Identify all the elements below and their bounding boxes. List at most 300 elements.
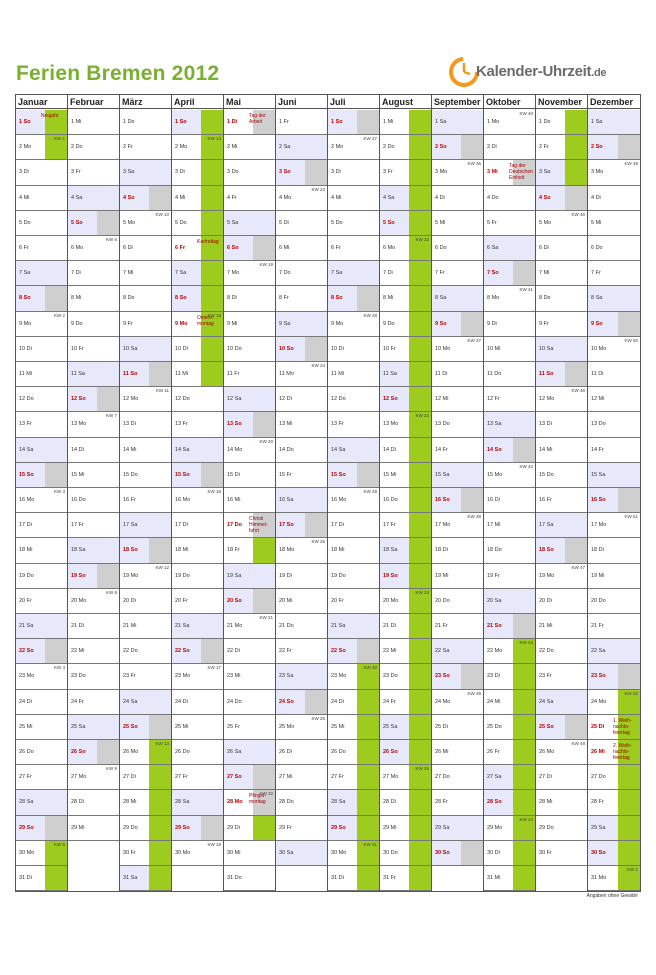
day-cell bbox=[588, 412, 640, 437]
day-cell bbox=[588, 312, 640, 337]
day-label: 21 So bbox=[487, 623, 502, 629]
day-label: 9 Mo bbox=[331, 320, 344, 327]
day-cell bbox=[224, 286, 275, 311]
day-label: 25 Sa bbox=[383, 723, 398, 730]
day-cell bbox=[172, 286, 223, 311]
day-label: 28 Sa bbox=[331, 799, 346, 806]
day-label: 19 Do bbox=[175, 572, 190, 579]
day-label: 29 Mo bbox=[487, 824, 503, 831]
day-cell bbox=[432, 286, 483, 311]
week-number: KW 46 bbox=[571, 388, 585, 394]
day-label: 29 Do bbox=[123, 824, 138, 831]
day-label: 13 Di bbox=[123, 421, 136, 428]
day-cell bbox=[328, 538, 379, 563]
week-number: KW 32 bbox=[415, 237, 429, 242]
vacation-marker bbox=[513, 866, 535, 890]
day-label: 18 So bbox=[539, 547, 554, 554]
day-cell bbox=[16, 186, 67, 211]
day-label: 30 Mo bbox=[331, 849, 347, 856]
day-cell bbox=[120, 387, 171, 412]
day-cell bbox=[172, 211, 223, 236]
day-label: 5 Do bbox=[19, 219, 31, 226]
day-cell bbox=[536, 412, 587, 437]
day-cell bbox=[120, 866, 171, 891]
day-label: 8 Mi bbox=[383, 295, 394, 302]
day-label: 21 Fr bbox=[591, 623, 604, 629]
day-cell bbox=[380, 790, 431, 815]
day-label: 21 Fr bbox=[435, 623, 448, 629]
day-label: 5 Di bbox=[279, 219, 289, 226]
day-cell bbox=[432, 110, 483, 135]
day-label: 17 Mo bbox=[591, 522, 607, 529]
day-label: 1 Do bbox=[539, 119, 551, 125]
day-cell bbox=[172, 261, 223, 286]
calendar-grid bbox=[15, 94, 641, 892]
day-cell bbox=[172, 362, 223, 387]
day-cell bbox=[588, 564, 640, 589]
day-label: 28 Fr bbox=[435, 799, 448, 806]
day-label: 3 Fr bbox=[383, 169, 393, 176]
day-label: 10 So bbox=[279, 345, 294, 352]
day-label: 25 Di bbox=[591, 723, 605, 730]
day-label: 20 Fr bbox=[331, 597, 344, 604]
day-label: 15 Mo bbox=[487, 471, 503, 478]
day-label: 24 Di bbox=[175, 698, 188, 705]
day-cell bbox=[484, 236, 535, 261]
day-label: 7 Sa bbox=[175, 270, 187, 277]
day-label: 16 Do bbox=[383, 497, 398, 503]
day-label: 15 Do bbox=[539, 471, 554, 478]
day-label: 6 Mo bbox=[383, 245, 396, 251]
vacation-marker bbox=[565, 135, 587, 159]
day-cell bbox=[16, 690, 67, 715]
day-label: 31 Mo bbox=[591, 875, 607, 881]
sunday-marker bbox=[357, 110, 379, 134]
week-number: KW 24 bbox=[311, 363, 325, 368]
day-label: 12 Di bbox=[279, 396, 292, 403]
day-cell bbox=[276, 589, 327, 614]
day-cell bbox=[224, 664, 275, 689]
day-label: 4 Di bbox=[591, 194, 601, 201]
day-label: 5 Do bbox=[331, 219, 343, 226]
sunday-marker bbox=[461, 312, 483, 336]
day-label: 17 Di bbox=[175, 522, 188, 529]
month-header: Februar bbox=[68, 95, 119, 109]
day-cell bbox=[276, 639, 327, 664]
week-number: KW 31 bbox=[363, 841, 377, 847]
day-cell bbox=[16, 866, 67, 891]
week-number: KW 15 bbox=[207, 312, 221, 318]
day-label: 25 Sa bbox=[71, 723, 86, 730]
day-label: 28 Do bbox=[279, 799, 294, 806]
week-number: KW 4 bbox=[53, 665, 65, 671]
day-label: 5 Fr bbox=[487, 219, 497, 226]
day-label: 12 Fr bbox=[487, 396, 500, 403]
sunday-marker bbox=[149, 715, 171, 739]
day-label: 14 So bbox=[487, 446, 502, 453]
day-label: 26 So bbox=[383, 749, 398, 755]
day-cell bbox=[16, 740, 67, 765]
day-cell bbox=[276, 211, 327, 236]
day-cell bbox=[484, 589, 535, 614]
month-column bbox=[276, 95, 328, 891]
day-label: 28 Di bbox=[383, 799, 396, 806]
day-cell bbox=[224, 261, 275, 286]
sunday-marker bbox=[513, 614, 535, 638]
day-cell bbox=[172, 160, 223, 185]
day-label: 12 Sa bbox=[227, 396, 242, 403]
vacation-marker bbox=[357, 790, 379, 814]
day-label: 7 Sa bbox=[331, 270, 343, 277]
month-column bbox=[328, 95, 380, 891]
day-label: 1 Mi bbox=[71, 119, 82, 125]
day-label: 29 Do bbox=[539, 824, 554, 831]
day-cell bbox=[224, 160, 275, 185]
week-number: KW 41 bbox=[519, 287, 533, 293]
day-cell bbox=[588, 614, 640, 639]
day-cell bbox=[484, 790, 535, 815]
day-cell bbox=[16, 790, 67, 815]
day-cell bbox=[172, 664, 223, 689]
day-label: 30 Do bbox=[383, 849, 398, 856]
day-cell bbox=[120, 337, 171, 362]
sunday-marker bbox=[253, 236, 275, 260]
day-label: 10 Di bbox=[331, 345, 344, 352]
vacation-marker bbox=[201, 160, 223, 184]
day-label: 23 So bbox=[435, 673, 450, 680]
week-number: KW 3 bbox=[53, 489, 65, 494]
day-label: 10 Di bbox=[19, 345, 32, 352]
day-cell bbox=[588, 740, 640, 765]
day-label: 13 Mo bbox=[383, 421, 399, 428]
day-cell bbox=[172, 135, 223, 160]
week-number: KW 52 bbox=[624, 690, 638, 696]
week-number: KW 33 bbox=[415, 413, 429, 419]
day-label: 9 So bbox=[591, 320, 603, 327]
vacation-marker bbox=[513, 690, 535, 714]
day-label: 22 Sa bbox=[591, 648, 606, 655]
day-cell bbox=[536, 387, 587, 412]
month-header: August bbox=[380, 95, 431, 109]
day-cell bbox=[224, 614, 275, 639]
day-label: 15 Do bbox=[123, 471, 138, 478]
day-label: 1 Do bbox=[123, 119, 135, 125]
day-label: 20 Di bbox=[123, 597, 136, 604]
day-cell bbox=[16, 639, 67, 664]
day-cell bbox=[536, 312, 587, 337]
day-label: 23 Sa bbox=[279, 673, 294, 680]
day-label: 25 Mi bbox=[19, 723, 33, 730]
vacation-marker bbox=[409, 715, 431, 739]
day-cell bbox=[224, 740, 275, 765]
day-label: 26 Mo bbox=[539, 749, 555, 755]
day-cell bbox=[432, 765, 483, 790]
day-cell bbox=[536, 337, 587, 362]
day-cell bbox=[120, 690, 171, 715]
day-cell bbox=[276, 337, 327, 362]
day-label: 5 So bbox=[71, 219, 83, 226]
vacation-marker bbox=[409, 816, 431, 840]
day-cell bbox=[16, 513, 67, 538]
day-cell bbox=[224, 538, 275, 563]
week-number: KW 5 bbox=[53, 841, 65, 847]
day-label: 4 Do bbox=[487, 194, 499, 201]
day-cell bbox=[588, 589, 640, 614]
day-cell bbox=[536, 438, 587, 463]
day-cell bbox=[328, 463, 379, 488]
day-cell bbox=[172, 312, 223, 337]
day-cell bbox=[380, 135, 431, 160]
day-label: 25 Di bbox=[435, 723, 448, 730]
day-cell bbox=[536, 765, 587, 790]
day-cell bbox=[16, 160, 67, 185]
vacation-marker bbox=[253, 816, 275, 840]
day-label: 20 Mi bbox=[279, 597, 293, 604]
day-cell bbox=[588, 841, 640, 866]
day-label: 3 Mi bbox=[487, 169, 498, 176]
day-cell bbox=[224, 715, 275, 740]
day-cell bbox=[588, 286, 640, 311]
day-label: 20 Di bbox=[539, 597, 552, 604]
day-cell bbox=[432, 816, 483, 841]
vacation-marker bbox=[513, 790, 535, 814]
day-cell bbox=[484, 186, 535, 211]
day-label: 18 Fr bbox=[227, 547, 240, 554]
sunday-marker bbox=[461, 135, 483, 159]
sunday-marker bbox=[513, 438, 535, 462]
day-label: 22 Do bbox=[539, 648, 554, 655]
vacation-marker bbox=[618, 765, 640, 789]
day-cell bbox=[120, 589, 171, 614]
day-label: 16 Mi bbox=[227, 497, 241, 503]
sunday-marker bbox=[618, 488, 640, 512]
day-label: 23 Fr bbox=[123, 673, 136, 680]
vacation-marker bbox=[201, 362, 223, 386]
day-label: 10 Do bbox=[227, 345, 242, 352]
vacation-marker bbox=[409, 463, 431, 487]
day-cell bbox=[68, 463, 119, 488]
day-label: 5 Mi bbox=[591, 219, 602, 226]
day-label: 2 Sa bbox=[279, 144, 291, 151]
day-cell bbox=[68, 387, 119, 412]
day-label: 18 Sa bbox=[71, 547, 86, 554]
week-number: KW 26 bbox=[311, 715, 325, 721]
day-label: 17 Mo bbox=[435, 522, 451, 529]
day-cell bbox=[536, 160, 587, 185]
day-label: 17 Fr bbox=[71, 522, 84, 529]
day-cell bbox=[172, 564, 223, 589]
day-label: 6 Sa bbox=[487, 245, 499, 251]
day-label: 4 Sa bbox=[71, 194, 83, 201]
day-cell bbox=[432, 740, 483, 765]
day-label: 11 Mi bbox=[331, 371, 345, 377]
day-label: 24 Mi bbox=[487, 698, 501, 705]
day-cell bbox=[224, 765, 275, 790]
day-cell bbox=[120, 538, 171, 563]
day-cell bbox=[484, 765, 535, 790]
day-label: 28 Sa bbox=[175, 799, 190, 806]
day-cell bbox=[380, 816, 431, 841]
day-label: 27 Mo bbox=[71, 774, 87, 781]
month-header: Mai bbox=[224, 95, 275, 109]
day-label: 13 Fr bbox=[175, 421, 188, 428]
day-label: 30 Mo bbox=[19, 849, 35, 856]
day-cell bbox=[276, 740, 327, 765]
day-cell bbox=[224, 387, 275, 412]
vacation-marker bbox=[513, 715, 535, 739]
day-cell bbox=[224, 816, 275, 841]
day-cell bbox=[172, 110, 223, 135]
day-label: 25 Fr bbox=[227, 723, 240, 730]
day-cell bbox=[172, 236, 223, 261]
day-label: 11 Mo bbox=[279, 371, 294, 377]
day-cell bbox=[224, 337, 275, 362]
day-label: 12 Mi bbox=[435, 396, 449, 403]
day-label: 31 Fr bbox=[383, 875, 396, 881]
day-cell bbox=[380, 513, 431, 538]
day-cell bbox=[380, 110, 431, 135]
day-label: 9 Di bbox=[487, 320, 497, 327]
vacation-marker bbox=[618, 841, 640, 865]
day-cell bbox=[484, 538, 535, 563]
day-label: 18 Mi bbox=[175, 547, 189, 554]
vacation-marker bbox=[409, 614, 431, 638]
day-cell bbox=[380, 211, 431, 236]
brand-logo[interactable] bbox=[476, 63, 606, 80]
day-label: 28 Mo bbox=[227, 799, 243, 806]
day-cell bbox=[120, 664, 171, 689]
day-cell bbox=[172, 463, 223, 488]
vacation-marker bbox=[409, 387, 431, 411]
day-label: 28 Fr bbox=[591, 799, 604, 806]
day-label: 3 Mo bbox=[435, 169, 448, 176]
day-label: 25 Do bbox=[487, 723, 502, 730]
day-cell bbox=[536, 261, 587, 286]
day-label: 15 So bbox=[175, 471, 190, 478]
vacation-marker bbox=[357, 715, 379, 739]
day-cell bbox=[120, 790, 171, 815]
day-cell bbox=[484, 740, 535, 765]
day-label: 26 Mi bbox=[591, 749, 605, 755]
day-label: 5 Sa bbox=[227, 219, 239, 226]
day-label: 17 Di bbox=[331, 522, 344, 529]
vacation-marker bbox=[409, 362, 431, 386]
day-cell bbox=[120, 312, 171, 337]
day-label: 14 Mo bbox=[227, 446, 243, 453]
month-column bbox=[588, 95, 640, 891]
vacation-marker bbox=[409, 690, 431, 714]
day-label: 3 Di bbox=[331, 169, 341, 176]
day-label: 22 Fr bbox=[279, 648, 292, 655]
vacation-marker bbox=[149, 790, 171, 814]
day-cell bbox=[16, 412, 67, 437]
holiday-label: Karfreitag bbox=[197, 239, 219, 245]
day-cell bbox=[588, 110, 640, 135]
day-cell bbox=[172, 513, 223, 538]
day-cell bbox=[276, 816, 327, 841]
day-cell bbox=[432, 160, 483, 185]
day-label: 16 Mo bbox=[175, 497, 191, 503]
day-label: 2 Fr bbox=[123, 144, 133, 151]
day-cell bbox=[224, 211, 275, 236]
day-cell bbox=[68, 538, 119, 563]
day-label: 29 Mi bbox=[383, 824, 397, 831]
month-column bbox=[16, 95, 68, 891]
vacation-marker bbox=[201, 337, 223, 361]
day-label: 15 Fr bbox=[279, 471, 292, 478]
sunday-marker bbox=[97, 387, 119, 411]
day-label: 30 Mi bbox=[227, 849, 241, 856]
day-cell bbox=[588, 765, 640, 790]
day-cell bbox=[484, 261, 535, 286]
day-label: 9 Do bbox=[383, 320, 395, 327]
day-cell bbox=[224, 362, 275, 387]
day-label: 9 Mi bbox=[227, 320, 238, 327]
day-label: 8 Di bbox=[227, 295, 237, 302]
day-label: 26 So bbox=[71, 749, 86, 755]
day-label: 1 So bbox=[19, 119, 31, 125]
day-cell bbox=[68, 186, 119, 211]
month-column bbox=[68, 95, 120, 891]
day-label: 14 Fr bbox=[435, 446, 448, 453]
day-cell bbox=[276, 261, 327, 286]
day-label: 17 Sa bbox=[123, 522, 138, 529]
day-label: 12 Do bbox=[175, 396, 190, 403]
sunday-marker bbox=[565, 715, 587, 739]
month-header: September bbox=[432, 95, 483, 109]
day-label: 14 Di bbox=[71, 446, 84, 453]
day-label: 19 Sa bbox=[227, 572, 242, 579]
day-cell bbox=[68, 715, 119, 740]
month-header: Januar bbox=[16, 95, 67, 109]
day-label: 3 So bbox=[279, 169, 291, 176]
month-header: Juli bbox=[328, 95, 379, 109]
day-label: 14 Sa bbox=[331, 446, 346, 453]
day-label: 4 So bbox=[123, 194, 135, 201]
day-cell bbox=[16, 362, 67, 387]
day-label: 13 Fr bbox=[331, 421, 344, 428]
vacation-marker bbox=[201, 186, 223, 210]
day-cell bbox=[484, 690, 535, 715]
week-number: KW 44 bbox=[519, 816, 533, 822]
day-cell bbox=[172, 740, 223, 765]
day-label: 5 So bbox=[383, 219, 395, 226]
week-number: KW 47 bbox=[571, 564, 585, 570]
day-label: 8 Fr bbox=[279, 295, 289, 302]
month-header: November bbox=[536, 95, 587, 109]
vacation-marker bbox=[201, 211, 223, 235]
week-number: KW 39 bbox=[467, 690, 481, 696]
holiday-label: Ostern-montag bbox=[197, 314, 214, 327]
day-label: 7 Do bbox=[279, 270, 291, 277]
day-label: 12 So bbox=[383, 396, 398, 403]
day-cell bbox=[328, 160, 379, 185]
day-label: 11 So bbox=[539, 371, 554, 377]
day-cell bbox=[432, 186, 483, 211]
day-cell bbox=[224, 236, 275, 261]
day-label: 10 Sa bbox=[539, 345, 554, 352]
day-label: 19 Do bbox=[331, 572, 346, 579]
day-label: 26 Do bbox=[19, 749, 34, 755]
day-cell bbox=[432, 614, 483, 639]
day-cell bbox=[380, 438, 431, 463]
day-label: 3 Sa bbox=[539, 169, 551, 176]
day-cell bbox=[328, 513, 379, 538]
day-cell bbox=[328, 312, 379, 337]
day-label: 23 Mo bbox=[19, 673, 35, 680]
day-label: 9 Fr bbox=[539, 320, 549, 327]
week-number: KW 40 bbox=[519, 111, 533, 116]
